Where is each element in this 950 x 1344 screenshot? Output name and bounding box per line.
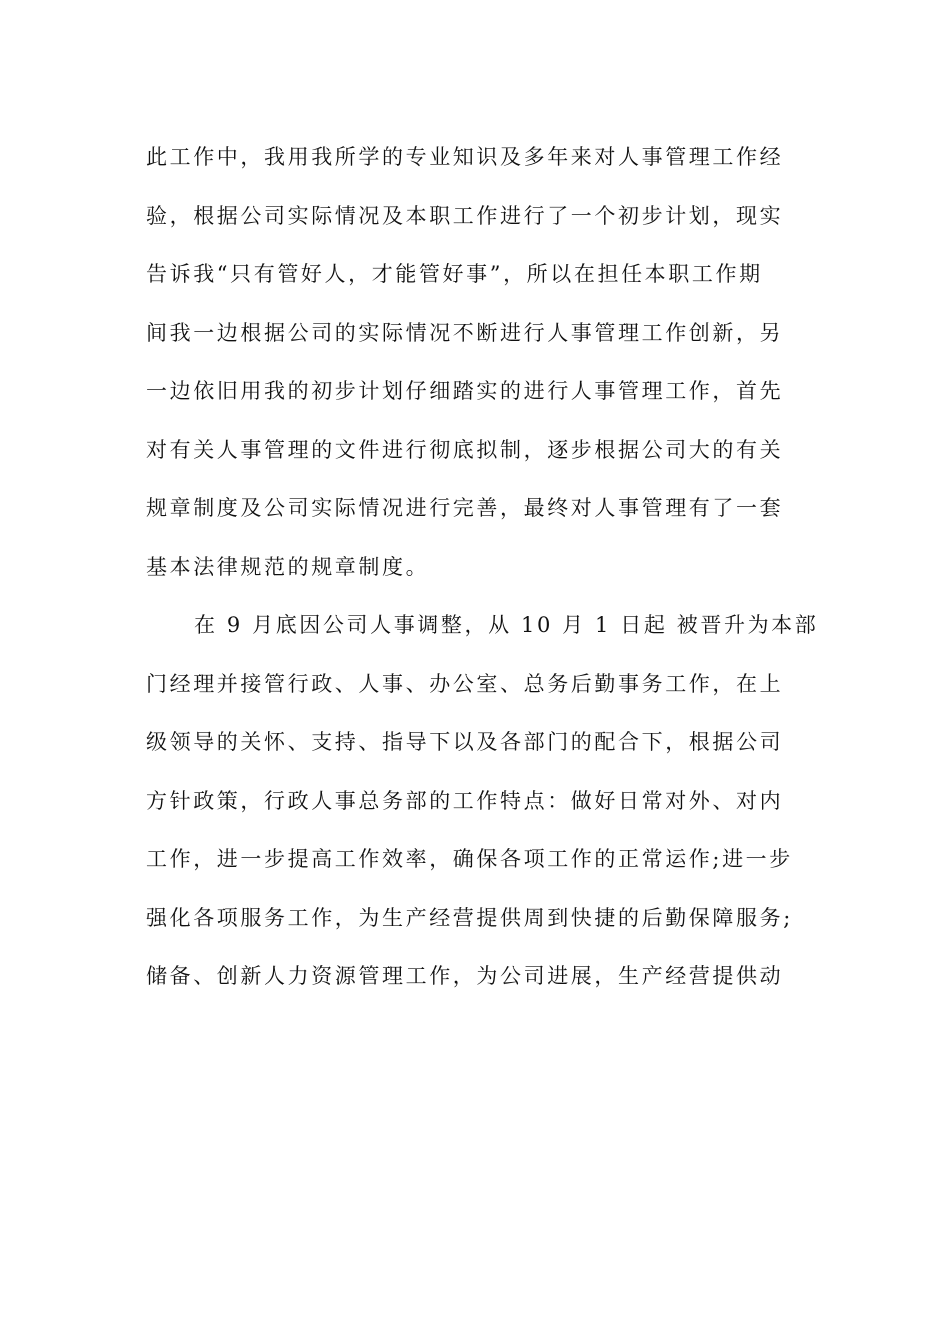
text-line: 规章制度及公司实际情况进行完善，最终对人事管理有了一套 <box>146 496 784 520</box>
paragraph-start-line: 在 9 月底因公司人事调整，从 10 月 1 日起 被晋升为本部 <box>194 613 819 637</box>
text-line: 基本法律规范的规章制度。 <box>146 554 430 579</box>
text-line: 工作，进一步提高工作效率，确保各项工作的正常运作;进一步 <box>146 847 793 871</box>
text-line: 对有关人事管理的文件进行彻底拟制，逐步根据公司大的有关 <box>146 437 784 462</box>
text-line: 方针政策，行政人事总务部的工作特点：做好日常对外、对内 <box>146 788 784 813</box>
text-line: 告诉我“只有管好人，才能管好事”，所以在担任本职工作期 <box>146 262 763 286</box>
text-line: 一边依旧用我的初步计划仔细踏实的进行人事管理工作，首先 <box>146 379 784 403</box>
text-line: 储备、创新人力资源管理工作，为公司进展，生产经营提供动 <box>146 964 784 988</box>
text-line: 级领导的关怀、支持、指导下以及各部门的配合下，根据公司 <box>146 730 784 754</box>
text-line: 此工作中，我用我所学的专业知识及多年来对人事管理工作经 <box>146 145 784 169</box>
text-line: 门经理并接管行政、人事、办公室、总务后勤事务工作，在上 <box>146 671 784 696</box>
document-body <box>146 128 819 1006</box>
text-line: 验，根据公司实际情况及本职工作进行了一个初步计划，现实 <box>146 203 784 228</box>
text-line: 间我一边根据公司的实际情况不断进行人事管理工作创新，另 <box>146 320 784 345</box>
text-line: 强化各项服务工作，为生产经营提供周到快捷的后勤保障服务; <box>146 905 793 930</box>
